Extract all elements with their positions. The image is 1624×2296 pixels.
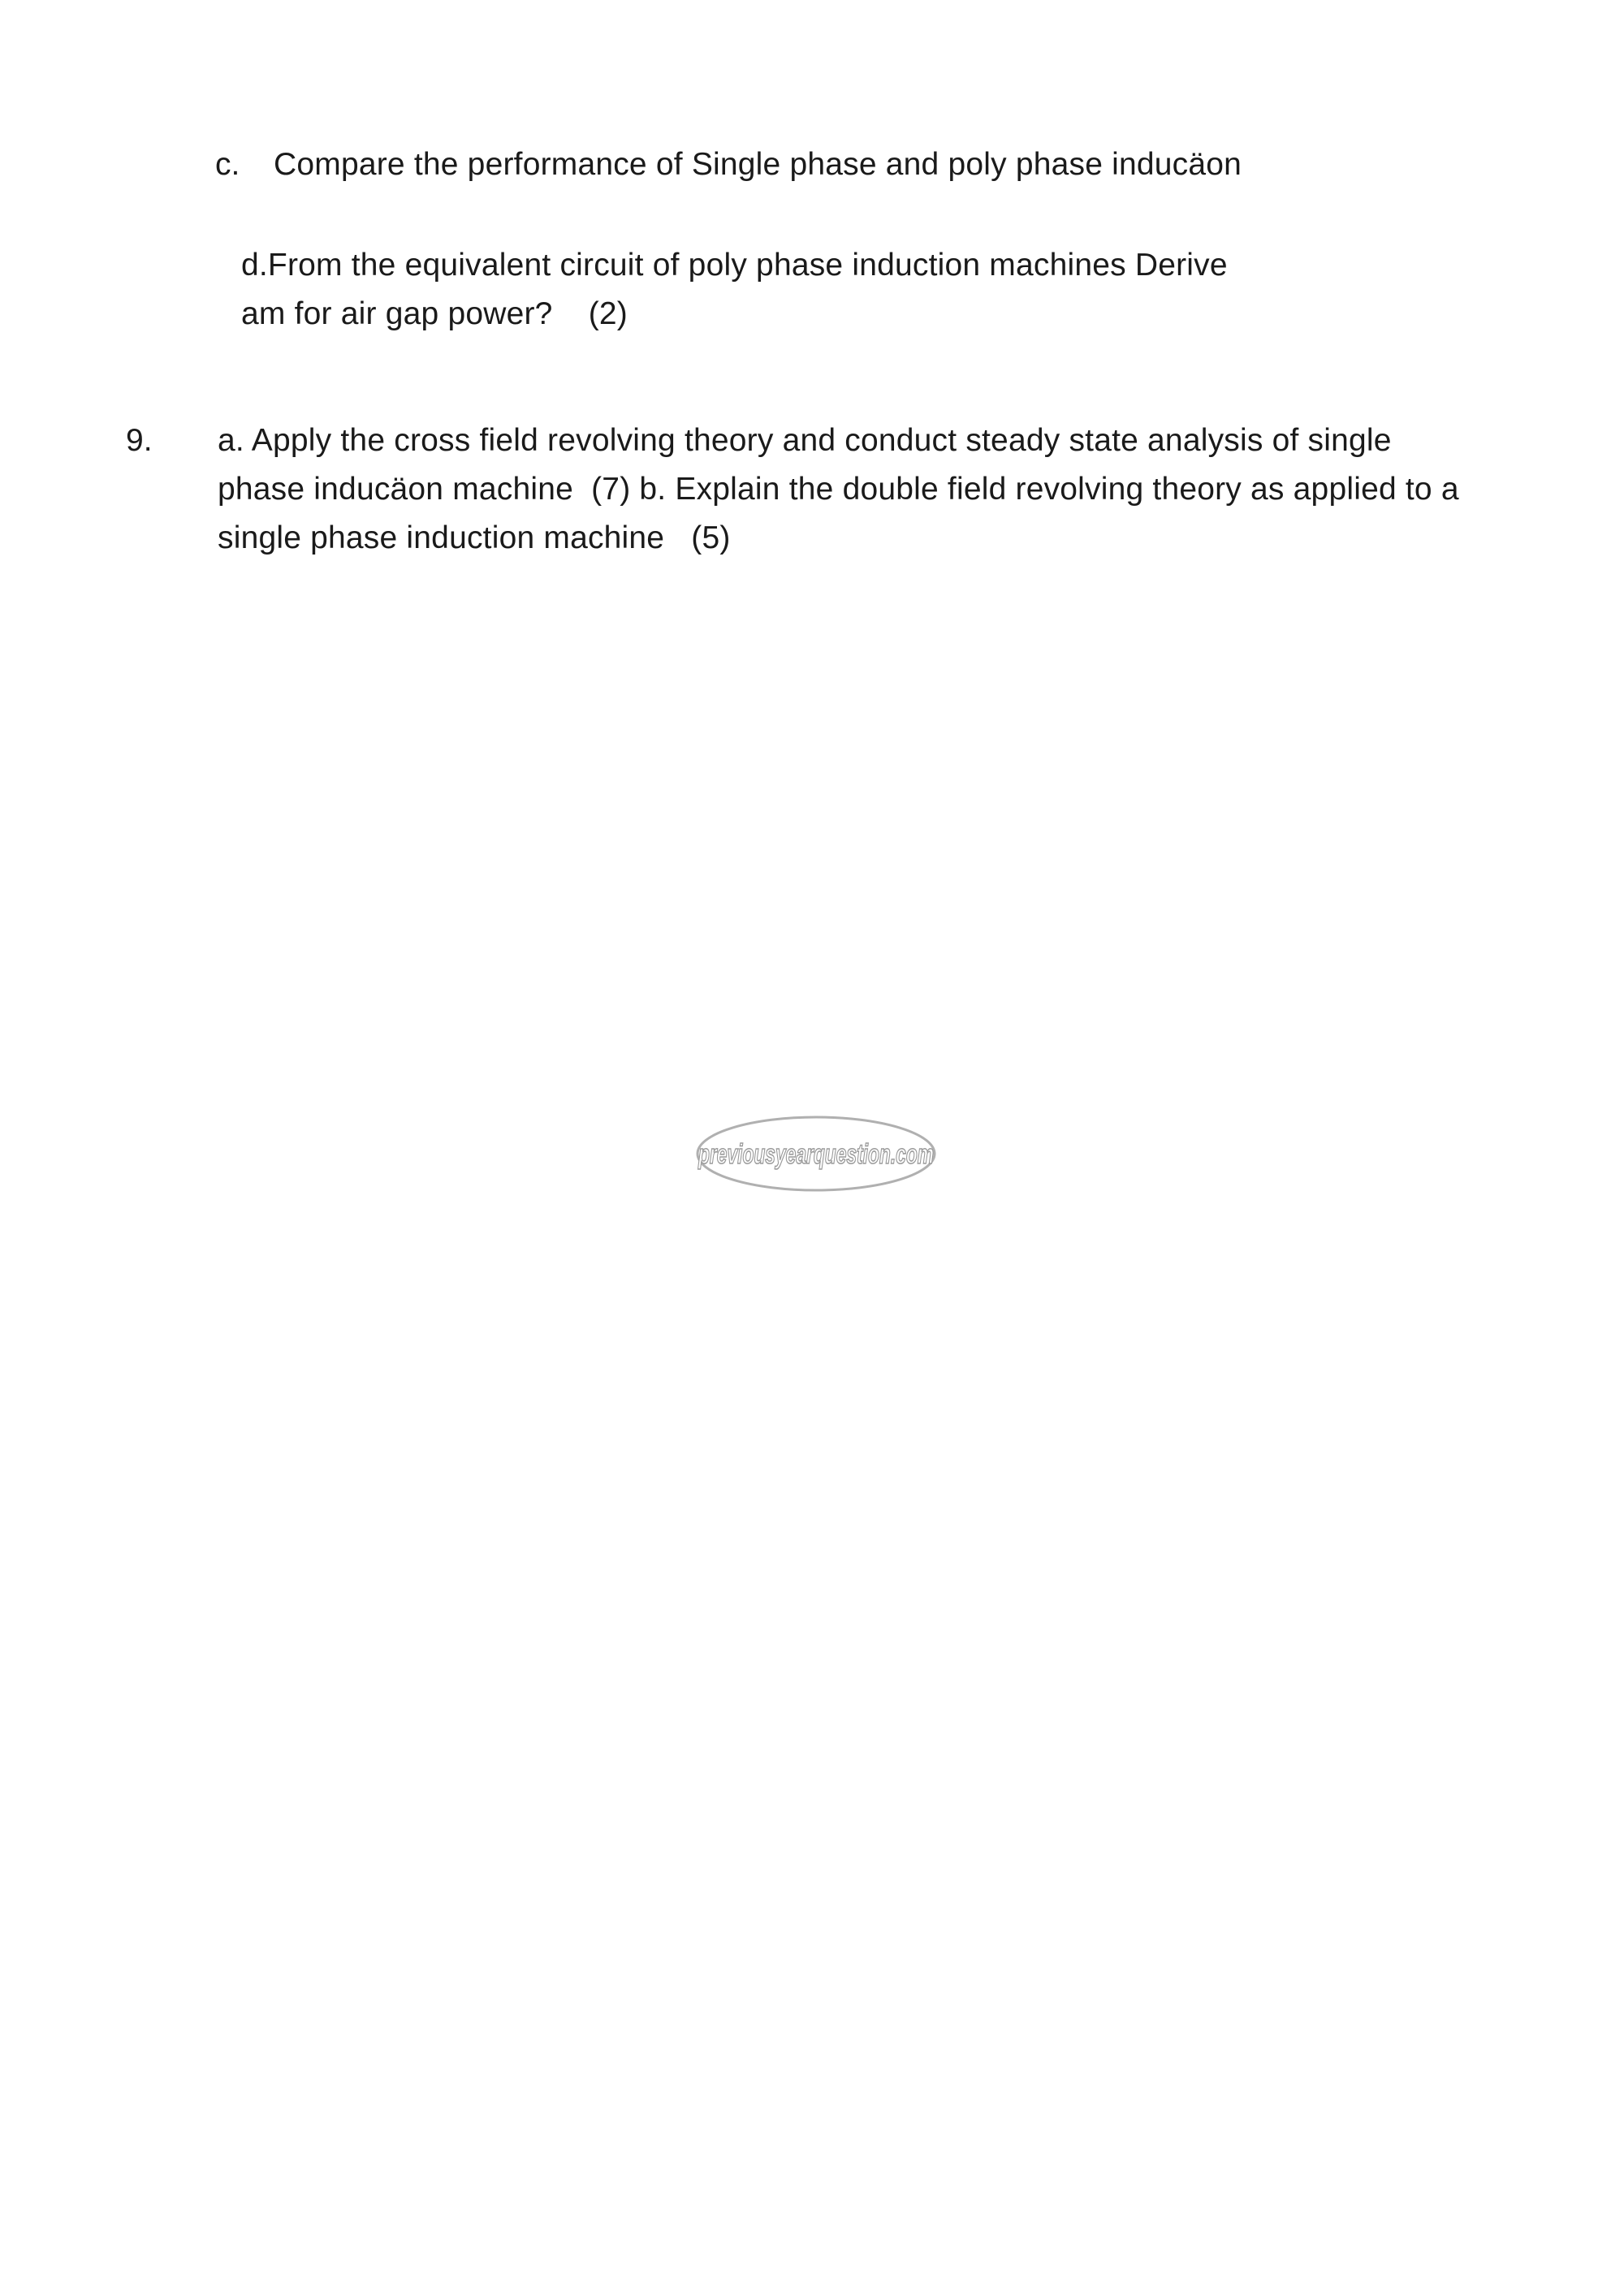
question-9-line-2: phase inducäon machine (7) b. Explain the double field revolving theory as applied to a	[218, 472, 1459, 507]
question-9-line-3: single phase induction machine (5)	[218, 520, 731, 555]
question-9-line-1: a. Apply the cross field revolving theory and conduct steady state analysis of single	[218, 423, 1392, 458]
question-8c-text: Compare the performance of Single phase and poly phase inducäon	[274, 147, 1242, 182]
site-watermark-logo	[694, 1114, 938, 1193]
question-8d-line-1: d.From the equivalent circuit of poly phase induction machines Derive	[241, 248, 1228, 283]
question-9-number: 9.	[126, 423, 153, 458]
watermark-text: previousyearquestion.com	[698, 1139, 934, 1170]
question-8c-marker: c.	[215, 147, 240, 182]
question-8d-line-2: am for air gap power? (2)	[241, 296, 628, 331]
watermark-ellipse-graphic	[694, 1114, 938, 1193]
